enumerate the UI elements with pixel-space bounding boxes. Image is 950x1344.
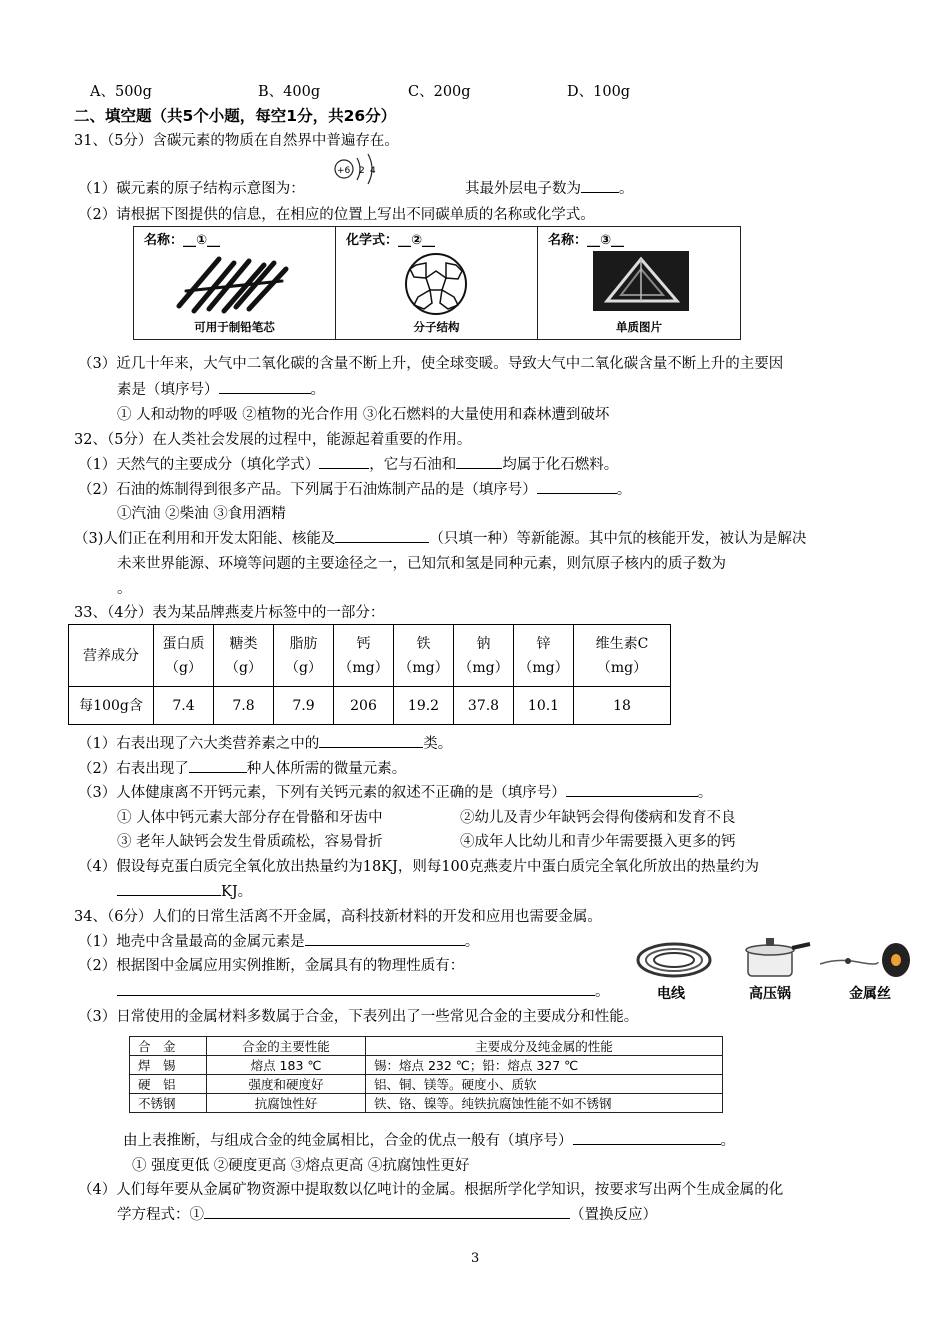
option-a: A、500g <box>90 84 152 100</box>
alloy-table <box>129 1036 723 1113</box>
header-cell: 钙 （mg） <box>334 625 394 687</box>
q34-stem: 34、（6分）人们的日常生活离不开金属，高科技新材料的开发和应用也需要金属。 <box>74 909 602 925</box>
atom-nucleus-label: +6 <box>337 166 351 176</box>
q32-p2: （2）石油的炼制得到很多产品。下列属于石油炼制产品的是（填序号） 。 <box>78 478 631 499</box>
alloy-name: 不锈钢 <box>130 1094 207 1113</box>
value-cell: 7.9 <box>274 687 334 725</box>
q34-p1: （1）地壳中含量最高的金属元素是 。 <box>78 930 479 951</box>
answer-blank[interactable] <box>335 528 429 543</box>
header-cell: 铁 （mg） <box>394 625 454 687</box>
fullerene-image <box>396 251 476 317</box>
alloy-composition: 铁、铬、镍等。纯铁抗腐蚀性能不如不锈钢 <box>366 1094 723 1113</box>
c60-cell <box>336 227 538 339</box>
graphite-cell <box>134 227 336 339</box>
q33-option-3: ③ 老年人缺钙会发生骨质疏松，容易骨折 <box>117 834 383 850</box>
q33-option-2: ②幼儿及青少年缺钙会得佝偻病和发育不良 <box>460 810 736 826</box>
value-cell: 7.4 <box>154 687 214 725</box>
alloy-header: 主要成分及纯金属的性能 <box>366 1037 723 1056</box>
q34-p2a: （2）根据图中金属应用实例推断，金属具有的物理性质有： <box>78 958 465 974</box>
header-cell: 维生素C （mg） <box>574 625 671 687</box>
option-b: B、400g <box>258 84 321 100</box>
answer-blank[interactable] <box>319 454 369 469</box>
alloy-property: 熔点 183 ℃ <box>207 1056 366 1075</box>
header-cell: 钠 （mg） <box>454 625 514 687</box>
atom-shell2-label: 4 <box>370 166 376 176</box>
q32-stem: 32、（5分）在人类社会发展的过程中，能源起着重要的作用。 <box>74 432 472 448</box>
wire-image <box>633 938 715 980</box>
diamond-cell <box>538 227 740 339</box>
q31-p3-options: ① 人和动物的呼吸 ②植物的光合作用 ③化石燃料的大量使用和森林遭到破坏 <box>117 407 610 423</box>
q32-p3c: 未来世界能源、环境等问题的主要途径之一，已知氘和氢是同种元素，则氘原子核内的质子数为 <box>117 556 726 572</box>
answer-blank[interactable] <box>581 178 619 193</box>
diamond-image <box>593 251 689 311</box>
q33-p2: （2）右表出现了 种人体所需的微量元素。 <box>78 757 406 778</box>
value-cell: 19.2 <box>394 687 454 725</box>
cooker-caption: 高压锅 <box>749 986 791 1002</box>
q33-option-1: ① 人体中钙元素大部分存在骨骼和牙齿中 <box>117 810 383 826</box>
value-label: 每100g含 <box>69 687 154 725</box>
answer-blank[interactable] <box>117 981 595 996</box>
q34-p3a: （3）日常使用的金属材料多数属于合金，下表列出了一些常见合金的主要成分和性能。 <box>78 1009 639 1025</box>
q33-p1: （1）右表出现了六大类营养素之中的 类。 <box>78 732 452 753</box>
page-number: 3 <box>471 1251 480 1266</box>
answer-blank[interactable] <box>117 881 221 896</box>
value-cell: 10.1 <box>514 687 574 725</box>
q33-option-4: ④成年人比幼儿和青少年需要摄入更多的钙 <box>460 834 736 850</box>
q32-p2-options: ①汽油 ②柴油 ③食用酒精 <box>117 506 286 522</box>
box3-title: 名称：__③__ <box>548 233 625 248</box>
answer-blank[interactable] <box>219 379 311 394</box>
option-c: C、200g <box>408 84 471 100</box>
q33-p3: （3）人体健康离不开钙元素，下列有关钙元素的叙述不正确的是（填序号） 。 <box>78 781 712 802</box>
q34-p3b: 由上表推断，与组成合金的纯金属相比，合金的优点一般有（填序号） 。 <box>123 1129 735 1150</box>
header-cell: 脂肪 （g） <box>274 625 334 687</box>
box2-title: 化学式：__②__ <box>346 233 436 248</box>
answer-blank[interactable] <box>573 1130 721 1145</box>
alloy-header: 合 金 <box>130 1037 207 1056</box>
q32-p3: （3)人们正在利用和开发太阳能、核能及 （只填一种）等新能源。其中氘的核能开发，被认为是解决 <box>74 527 806 548</box>
alloy-property: 强度和硬度好 <box>207 1075 366 1094</box>
q31-p3b: 素是（填序号） 。 <box>117 378 325 399</box>
q34-p4b: 学方程式：① （置换反应） <box>117 1203 657 1224</box>
answer-blank[interactable] <box>204 1204 570 1219</box>
atom-shell1-label: 2 <box>359 166 365 176</box>
q31-p2: （2）请根据下图提供的信息，在相应的位置上写出不同碳单质的名称或化学式。 <box>78 207 595 223</box>
carbon-images-box <box>133 226 741 340</box>
header-cell: 蛋白质 （g） <box>154 625 214 687</box>
row-label: 营养成分 <box>69 625 154 687</box>
answer-blank[interactable] <box>456 454 502 469</box>
wire-caption: 电线 <box>657 986 685 1002</box>
q32-p1: （1）天然气的主要成分（填化学式） ，它与石油和 均属于化石燃料。 <box>78 453 618 474</box>
box2-caption: 分子结构 <box>413 320 460 334</box>
q33-p4a: （4）假设每克蛋白质完全氧化放出热量约为18KJ，则每100克燕麦片中蛋白质完全氧化所放出的热量约为 <box>78 859 759 875</box>
answer-blank[interactable] <box>189 758 247 773</box>
q34-p3-options: ① 强度更低 ②硬度更高 ③熔点更高 ④抗腐蚀性更好 <box>132 1158 470 1174</box>
spool-caption: 金属丝 <box>849 986 891 1002</box>
answer-blank[interactable] <box>537 479 617 494</box>
alloy-composition: 锡：熔点 232 ℃；铅：熔点 327 ℃ <box>366 1056 723 1075</box>
answer-blank[interactable] <box>566 782 698 797</box>
value-cell: 206 <box>334 687 394 725</box>
q34-p4a: （4）人们每年要从金属矿物资源中提取数以亿吨计的金属。根据所学化学知识，按要求写出两个生成金属的化 <box>78 1182 784 1198</box>
q31-p3a: （3）近几十年来，大气中二氧化碳的含量不断上升，使全球变暖。导致大气中二氧化碳含量不断上升的主要因 <box>78 356 784 372</box>
value-cell: 37.8 <box>454 687 514 725</box>
q31-p1: （1）碳元素的原子结构示意图为： <box>78 181 305 197</box>
alloy-name: 焊 锡 <box>130 1056 207 1075</box>
box3-caption: 单质图片 <box>616 320 662 334</box>
alloy-composition: 铝、铜、镁等。硬度小、质软 <box>366 1075 723 1094</box>
header-cell: 糖类 （g） <box>214 625 274 687</box>
box1-caption: 可用于制铅笔芯 <box>194 320 275 334</box>
alloy-header: 合金的主要性能 <box>207 1037 366 1056</box>
graphite-image <box>174 251 294 315</box>
pressure-cooker-image <box>738 934 812 980</box>
q31-p1b: 其最外层电子数为 。 <box>465 177 634 198</box>
box1-title: 名称：__①__ <box>144 233 221 248</box>
header-cell: 锌 （mg） <box>514 625 574 687</box>
alloy-name: 硬 铝 <box>130 1075 207 1094</box>
q33-stem: 33、（4分）表为某品牌燕麦片标签中的一部分： <box>74 605 385 621</box>
nutrition-table <box>68 624 671 725</box>
q34-p2b: 。 <box>117 980 610 1001</box>
q32-p3d: 。 <box>117 581 132 597</box>
answer-blank[interactable] <box>305 931 465 946</box>
alloy-property: 抗腐蚀性好 <box>207 1094 366 1113</box>
value-cell: 7.8 <box>214 687 274 725</box>
carbon-atom-diagram <box>330 152 386 186</box>
section-title: 二、填空题（共5个小题，每空1分，共26分） <box>74 107 397 125</box>
value-cell: 18 <box>574 687 671 725</box>
option-d: D、100g <box>567 84 631 100</box>
answer-blank[interactable] <box>319 733 423 748</box>
metal-wire-spool-image <box>818 938 914 980</box>
q33-p4b: KJ。 <box>117 880 252 901</box>
q31-stem: 31、（5分）含碳元素的物质在自然界中普遍存在。 <box>74 133 399 149</box>
